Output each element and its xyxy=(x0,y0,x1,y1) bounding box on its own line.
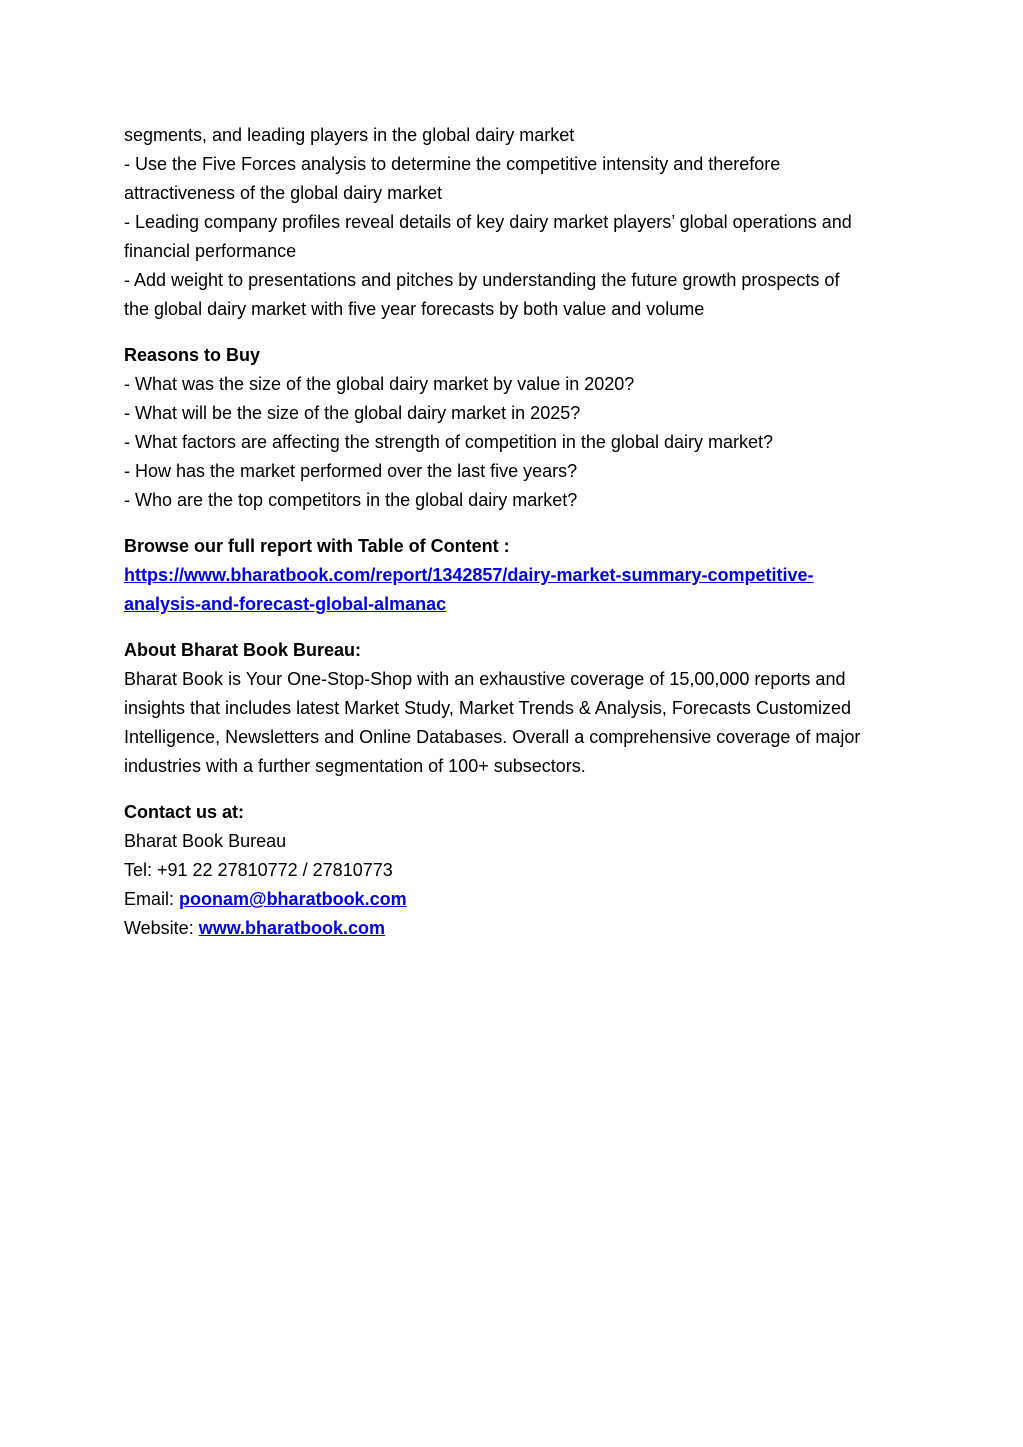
intro-line: the global dairy market with five year forecasts by both value and volume xyxy=(124,299,705,319)
contact-section xyxy=(124,798,914,943)
report-link-line2[interactable]: analysis-and-forecast-global-almanac xyxy=(124,594,447,614)
paragraph-gap xyxy=(124,515,914,532)
paragraph-gap xyxy=(124,324,914,341)
intro-line: - Add weight to presentations and pitches by understanding the future growth prospects of xyxy=(124,270,840,290)
intro-line: segments, and leading players in the global dairy market xyxy=(124,125,575,145)
website-link[interactable]: www.bharatbook.com xyxy=(198,918,386,938)
about-line: Bharat Book is Your One-Stop-Shop with an exhaustive coverage of 15,00,000 reports and xyxy=(124,669,846,689)
intro-line: - Leading company profiles reveal details of key dairy market players’ global operations and xyxy=(124,212,852,232)
reasons-section xyxy=(124,341,914,515)
about-line: industries with a further segmentation of 100+ subsectors. xyxy=(124,756,586,776)
about-heading: About Bharat Book Bureau: xyxy=(124,640,362,660)
about-line: Intelligence, Newsletters and Online Databases. Overall a comprehensive coverage of major xyxy=(124,727,861,747)
intro-line: financial performance xyxy=(124,241,297,261)
report-link-line1[interactable]: https://www.bharatbook.com/report/1342857/dairy-market-summary-competitive- xyxy=(124,565,814,585)
reason-item: - What factors are affecting the strength of competition in the global dairy market? xyxy=(124,432,774,452)
contact-heading: Contact us at: xyxy=(124,802,245,822)
about-section xyxy=(124,636,914,781)
intro-line: attractiveness of the global dairy market xyxy=(124,183,443,203)
email-link[interactable]: poonam@bharatbook.com xyxy=(179,889,407,909)
contact-company: Bharat Book Bureau xyxy=(124,831,287,851)
browse-heading: Browse our full report with Table of Content : xyxy=(124,536,510,556)
browse-section xyxy=(124,532,914,619)
reason-item: - Who are the top competitors in the global dairy market? xyxy=(124,490,578,510)
paragraph-gap xyxy=(124,781,914,798)
contact-website-row xyxy=(124,914,914,943)
about-line: insights that includes latest Market Study, Market Trends & Analysis, Forecasts Customized xyxy=(124,698,851,718)
intro-section xyxy=(124,121,914,324)
paragraph-gap xyxy=(124,619,914,636)
intro-line: - Use the Five Forces analysis to determine the competitive intensity and therefore xyxy=(124,154,781,174)
reason-item: - What was the size of the global dairy market by value in 2020? xyxy=(124,374,635,394)
reasons-heading: Reasons to Buy xyxy=(124,345,261,365)
document-page xyxy=(124,121,914,943)
contact-email-row xyxy=(124,885,914,914)
email-label: Email: xyxy=(124,889,180,909)
reason-item: - What will be the size of the global dairy market in 2025? xyxy=(124,403,581,423)
website-label: Website: xyxy=(124,918,199,938)
reason-item: - How has the market performed over the last five years? xyxy=(124,461,578,481)
contact-tel: Tel: +91 22 27810772 / 27810773 xyxy=(124,860,393,880)
